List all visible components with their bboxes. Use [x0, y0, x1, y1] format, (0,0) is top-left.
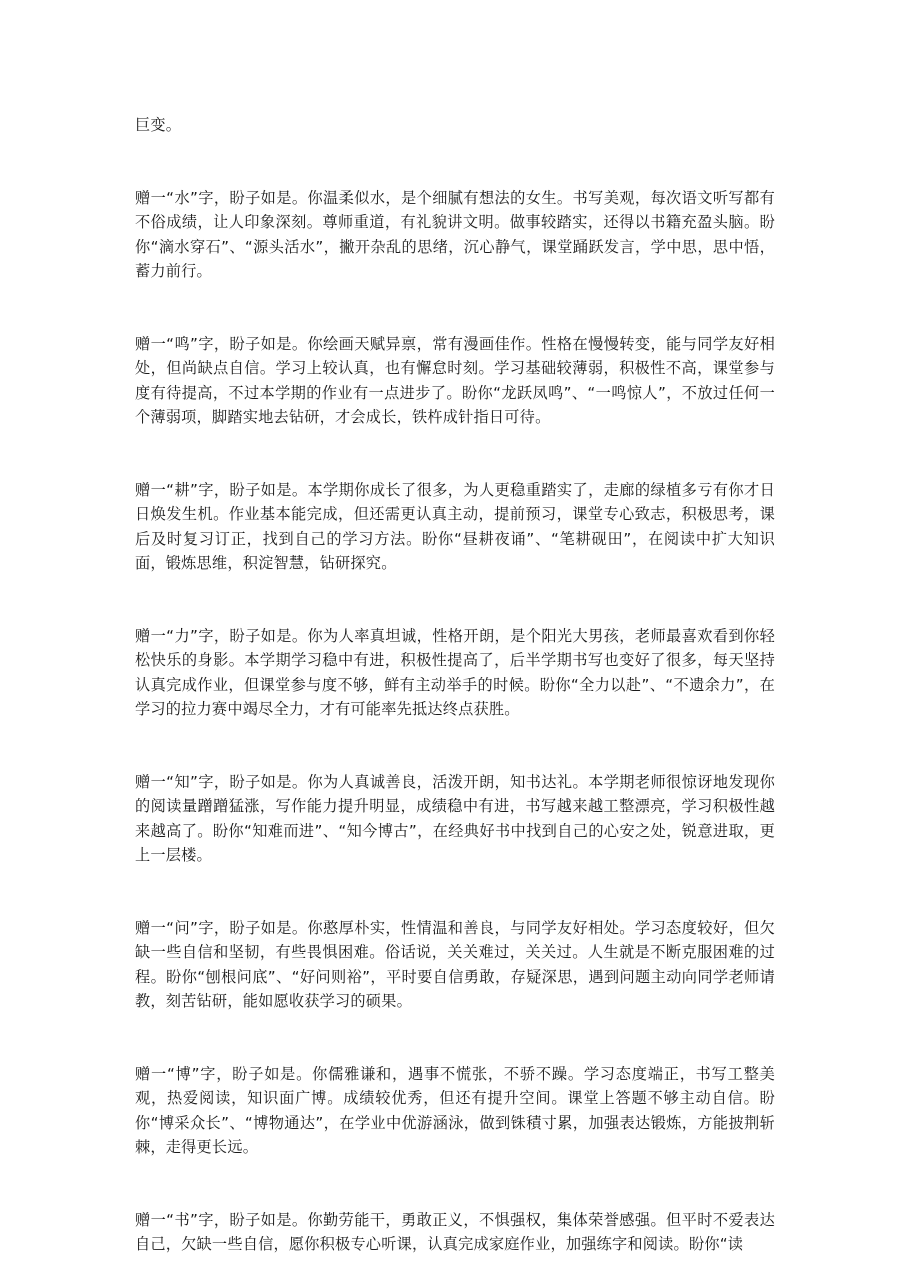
paragraph-li: 赠一“力”字，盼子如是。你为人率真坦诚，性格开朗，是个阳光大男孩，老师最喜欢看到你轻松快乐的身影。本学期学习稳中有进，积极性提高了，后半学期书写也变好了很多，每天坚持认真完成作业，但课堂参与度不够，鲜有主动举手的时候。盼你“全力以赴”、“不遗余力”，在学习的拉力赛中竭尽全力，才有可能率先抵达终点获胜。 [135, 626, 775, 718]
paragraph-ming: 赠一“鸣”字，盼子如是。你绘画天赋异禀，常有漫画佳作。性格在慢慢转变，能与同学友好相处，但尚缺点自信。学习上较认真，也有懈怠时刻。学习基础较薄弱，积极性不高，课堂参与度有待提高，不过本学期的作业有一点进步了。盼你“龙跃凤鸣”、“一鸣惊人”，不放过任何一个薄弱项，脚踏实地去钻研，才会成长，铁杵成针指日可待。 [135, 334, 775, 426]
text-column [135, 113, 775, 1257]
paragraph-geng: 赠一“耕”字，盼子如是。本学期你成长了很多，为人更稳重踏实了，走廊的绿植多亏有你才日日焕发生机。作业基本能完成，但还需更认真主动，提前预习，课堂专心致志，积极思考，课后及时复习订正，找到自己的学习方法。盼你“昼耕夜诵”、“笔耕砚田”，在阅读中扩大知识面，锻炼思维，积淀智慧，钻研探究。 [135, 480, 775, 572]
paragraph-zhi: 赠一“知”字，盼子如是。你为人真诚善良，活泼开朗，知书达礼。本学期老师很惊讶地发现你的阅读量蹭蹭猛涨，写作能力提升明显，成绩稳中有进，书写越来越工整漂亮，学习积极性越来越高了。盼你“知难而进”、“知今博古”，在经典好书中找到自己的心安之处，锐意进取，更上一层楼。 [135, 772, 775, 864]
paragraph-shui: 赠一“水”字，盼子如是。你温柔似水，是个细腻有想法的女生。书写美观，每次语文听写都有不俗成绩，让人印象深刻。尊师重道，有礼貌讲文明。做事较踏实，还得以书籍充盈头脑。盼你“滴水穿石”、“源头活水”，撇开杂乱的思绪，沉心静气，课堂踊跃发言，学中思，思中悟，蓄力前行。 [135, 188, 775, 280]
paragraph-wen: 赠一“问”字，盼子如是。你憨厚朴实，性情温和善良，与同学友好相处。学习态度较好，但欠缺一些自信和坚韧，有些畏惧困难。俗话说，关关难过，关关过。人生就是不断克服困难的过程。盼你“刨根问底”、“好问则裕”，平时要自信勇敢，存疑深思，遇到问题主动向同学老师请教，刻苦钻研，能如愿收获学习的硕果。 [135, 918, 775, 1010]
paragraph-shu: 赠一“书”字，盼子如是。你勤劳能干，勇敢正义，不惧强权，集体荣誉感强。但平时不爱表达自己，欠缺一些自信，愿你积极专心听课，认真完成家庭作业，加强练字和阅读。盼你“读 [135, 1210, 775, 1253]
paragraph-continuation: 巨变。 [135, 116, 182, 134]
paragraph-bo: 赠一“博”字，盼子如是。你儒雅谦和，遇事不慌张，不骄不躁。学习态度端正，书写工整美观，热爱阅读，知识面广博。成绩较优秀，但还有提升空间。课堂上答题不够主动自信。盼你“博采众长”、“博物通达”，在学业中优游涵泳，做到铢積寸累，加强表达锻炼，方能披荆斩棘，走得更长远。 [135, 1064, 775, 1156]
